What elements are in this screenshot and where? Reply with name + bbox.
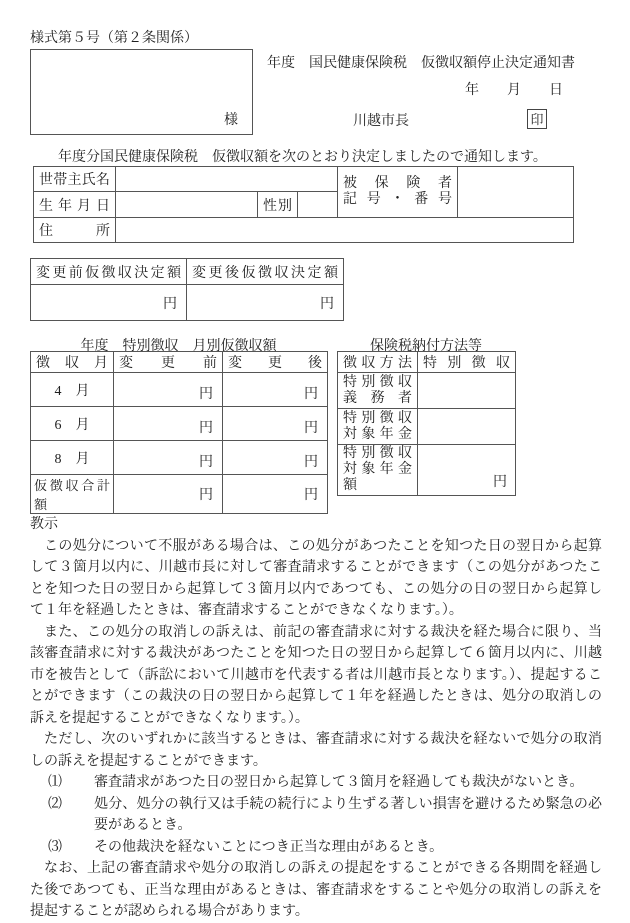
obligor-label-line1: 特別徴収: [343, 374, 412, 390]
appeal-closing-paragraph: なお、上記の審査請求や処分の取消しの訴えの提起をすることができる各期間を経過した後であつても、正当な理由があるときは、審査請求をすることや処分の取消しの訴えを提起することが認められる場合があります。: [30, 861, 602, 919]
obligor-label-line2: 義務者: [343, 390, 412, 406]
monthly-table-title: 年度 特別徴収 月別仮徴収額: [80, 339, 277, 354]
item-number: ⑴: [48, 775, 62, 790]
appeal-paragraph-1: この処分について不服がある場合は、この処分があつたことを知つた日の翌日から起算して３箇月以内に、川越市長に対して審査請求することができます（この処分があつたことを知つた日の翌日から起算して３箇月以内であつても、この処分の日の翌日から起算して１年を経過したときは、審査請求することができなくなります。）。: [30, 538, 602, 618]
item-text: 処分、処分の執行又は手続の続行により生ずる著しい損害を避けるため緊急の必要があるとき。: [94, 796, 602, 833]
insured-label-line1: 被保険者: [343, 176, 453, 191]
appeal-paragraph-3: ただし、次のいずれかに該当するときは、審査請求に対する裁決を経ないで処分の取消しの訴えを提起することができます。: [30, 732, 602, 769]
obligor-value-cell: [418, 373, 516, 409]
appeal-instructions-heading: 教示: [30, 517, 58, 532]
issuer-line: [253, 110, 603, 132]
table-row: [31, 373, 328, 407]
col-before-header: 変更前: [114, 352, 223, 373]
month-label: 4 月: [31, 373, 114, 407]
month-before-cell: 円: [114, 407, 223, 441]
target-pension-label-line2: 対象年金: [343, 426, 412, 442]
before-amount-label: 変更前仮徴収決定額: [31, 259, 187, 285]
before-amount-value-cell: 円: [31, 285, 187, 321]
obligor-label: [338, 373, 418, 409]
pension-amount-label-line1: 特別徴収: [343, 446, 412, 461]
month-before-cell: 円: [114, 441, 223, 475]
sex-value-cell: [298, 192, 338, 218]
monthly-collection-table: [30, 351, 328, 514]
table-row: [338, 409, 516, 445]
col-after-header: 変更後: [223, 352, 328, 373]
decision-amount-table: [30, 258, 344, 321]
payment-method-table: [337, 351, 516, 496]
month-after-cell: 円: [223, 441, 328, 475]
item-text: 審査請求があつた日の翌日から起算して３箇月を経過しても裁決がないとき。: [94, 775, 584, 790]
seal-icon: 印: [527, 109, 547, 129]
document-header: [253, 52, 603, 132]
total-before-cell: 円: [114, 475, 223, 514]
payment-table-title: 保険税納付方法等: [370, 339, 482, 354]
after-amount-label: 変更後仮徴収決定額: [187, 259, 344, 285]
insured-label-line2: 記号・番号: [343, 192, 453, 207]
item-number: ⑶: [48, 839, 62, 855]
issue-date-line: 年 月 日: [465, 83, 563, 98]
table-row: [31, 475, 328, 514]
addressee-honorific: 様: [224, 113, 238, 128]
after-amount-value-cell: 円: [187, 285, 344, 321]
pension-amount-label: [338, 445, 418, 496]
month-after-cell: 円: [223, 373, 328, 407]
month-after-cell: 円: [223, 407, 328, 441]
appeal-instructions-section: [30, 514, 602, 923]
sex-label: 性別: [258, 192, 298, 218]
address-value-cell: [116, 218, 574, 243]
item-number: ⑵: [48, 796, 62, 812]
birthdate-label: 生年月日: [34, 192, 116, 218]
table-row: [31, 441, 328, 475]
insured-number-value-cell: [458, 167, 574, 218]
total-row-label: 仮徴収合計額: [31, 475, 114, 514]
month-before-cell: 円: [114, 373, 223, 407]
recipient-table: [33, 166, 574, 243]
target-pension-value-cell: [418, 409, 516, 445]
table-row: [338, 445, 516, 496]
month-label: 6 月: [31, 407, 114, 441]
collection-method-label: 徴収方法: [338, 352, 418, 373]
total-after-cell: 円: [223, 475, 328, 514]
target-pension-label: [338, 409, 418, 445]
householder-label: 世帯主氏名: [34, 167, 116, 192]
householder-value-cell: [116, 167, 338, 192]
pension-amount-label-line2: 対象年金額: [343, 462, 412, 493]
address-label: 住所: [34, 218, 116, 243]
document-title: 年度 国民健康保険税 仮徴収額停止決定通知書: [267, 56, 575, 71]
issuer-name: 川越市長: [353, 114, 409, 129]
appeal-paragraph-2: また、この処分の取消しの訴えは、前記の審査請求に対する裁決を経た場合に限り、当該審査請求に対する裁決があつたことを知つた日の翌日から起算して６箇月以内に、川越市を被告として（訴訟において川越市を代表する者は川越市長となります。）、提起することができます（この裁決の日の翌日から起算して１年を経過したときは、処分の取消しの訴えを提起することができなくなります。）。: [30, 624, 602, 726]
notice-sentence: 年度分国民健康保険税 仮徴収額を次のとおり決定しましたので通知します。: [58, 150, 547, 165]
month-label: 8 月: [31, 441, 114, 475]
table-row: [338, 373, 516, 409]
addressee-box: [30, 49, 253, 135]
insured-number-label: [338, 167, 458, 218]
birthdate-value-cell: [116, 192, 258, 218]
item-text: その他裁決を経ないことにつき正当な理由があるとき。: [94, 839, 444, 855]
table-row: [31, 407, 328, 441]
pension-amount-value-cell: 円: [418, 445, 516, 496]
collection-method-value: 特別徴収: [418, 352, 516, 373]
target-pension-label-line1: 特別徴収: [343, 410, 412, 426]
appeal-item-2: [30, 794, 602, 837]
appeal-item-1: [30, 772, 602, 794]
appeal-item-3: [30, 837, 602, 859]
form-number: 様式第５号（第２条関係）: [30, 31, 198, 46]
col-month-header: 徴収月: [31, 352, 114, 373]
